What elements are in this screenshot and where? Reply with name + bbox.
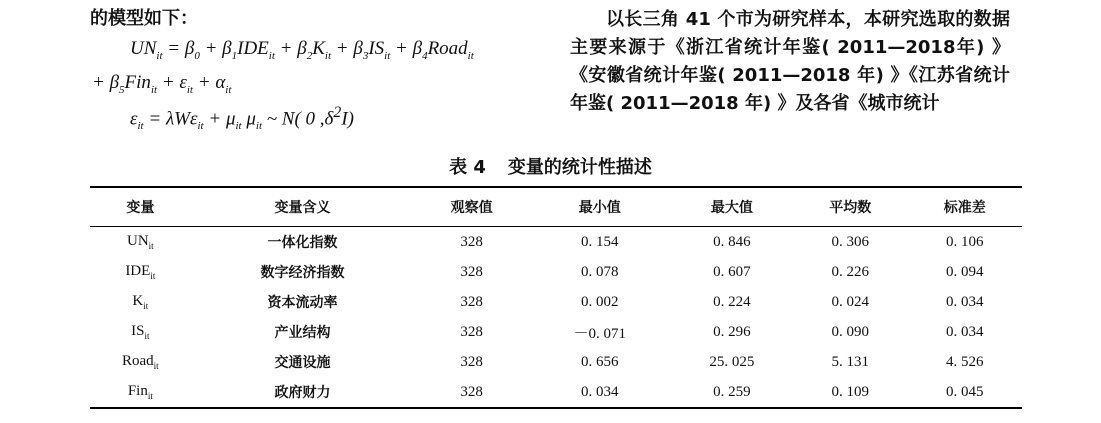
cell-observations: 328 <box>460 383 483 400</box>
cell-meaning: 政府财力 <box>274 385 331 401</box>
table-row <box>90 287 1022 317</box>
cell-meaning: 产业结构 <box>274 325 331 341</box>
cell-variable: $UN_{it}$ <box>126 233 154 251</box>
cell-max: 0. 224 <box>713 293 751 310</box>
cell-mean: 0. 306 <box>831 233 869 250</box>
table-caption-title: 变量的统计性描述 <box>507 157 652 178</box>
cell-mean: 0. 109 <box>831 383 869 400</box>
table-header-row <box>90 187 1022 227</box>
cell-max: 0. 259 <box>713 383 751 400</box>
table-row <box>90 317 1022 347</box>
cell-min: 0. 154 <box>581 233 619 250</box>
table-row <box>90 257 1022 287</box>
header-observations: 观察值 <box>450 200 493 216</box>
equation-1: $UN_{it} = \beta_0 + \beta_1IDE_{it} + \beta_2K_{it} + \beta_3IS_{it}$ + $\beta_4Road_{it}$ <box>130 38 474 62</box>
table-caption-label: 表 4 <box>449 157 486 178</box>
cell-sd: 0. 034 <box>945 293 984 310</box>
header-min: 最小值 <box>578 200 621 216</box>
cell-mean: 0. 090 <box>831 323 869 340</box>
cell-meaning: 一体化指数 <box>267 235 338 251</box>
cell-variable: $IDE_{it}$ <box>125 263 156 281</box>
cell-observations: 328 <box>460 293 483 310</box>
header-meaning: 变量含义 <box>274 200 331 216</box>
cell-sd: 0. 106 <box>945 233 984 250</box>
cell-meaning: 交通设施 <box>274 355 331 371</box>
cell-min: 0. 002 <box>581 293 619 310</box>
cell-variable: $K_{it}$ <box>132 293 149 311</box>
cell-min: －0. 071 <box>573 325 627 342</box>
cell-min: 0. 078 <box>581 263 619 280</box>
table-row <box>90 347 1022 377</box>
left-column <box>90 6 560 32</box>
cell-min: 0. 034 <box>581 383 619 400</box>
table-row <box>90 377 1022 408</box>
table-caption <box>0 153 1101 179</box>
header-mean: 平均数 <box>829 200 872 216</box>
header-sd: 标准差 <box>943 200 986 216</box>
statistics-table <box>90 186 1022 409</box>
cell-min: 0. 656 <box>581 353 619 370</box>
cell-observations: 328 <box>460 263 483 280</box>
table-row <box>90 227 1022 258</box>
cell-meaning: 资本流动率 <box>267 295 338 311</box>
equation-2: + $\beta_5Fin_{it} + \varepsilon_{it} + \alpha_{it}$ <box>92 72 232 96</box>
cell-mean: 5. 131 <box>831 353 869 370</box>
cell-observations: 328 <box>460 323 483 340</box>
cell-sd: 0. 034 <box>945 323 984 340</box>
header-max: 最大值 <box>710 200 753 216</box>
cell-max: 0. 607 <box>713 263 751 280</box>
cell-sd: 4. 526 <box>945 353 984 370</box>
cell-variable: $IS_{it}$ <box>131 323 150 341</box>
cell-variable: Road$_{it}$ <box>121 353 159 371</box>
cell-sd: 0. 045 <box>945 383 984 400</box>
header-variable: 变量 <box>126 200 155 216</box>
data-source-paragraph: 以长三角 41 个市为研究样本，本研究选取的数据主要来源于《浙江省统计年鉴( 2011—2018年) 》《安徽省统计年鉴( 2011—2018 年) 》《江苏省统计年鉴( 2011—2018 年) 》及各省《城市统计 <box>570 9 1010 114</box>
equation-3: $\varepsilon_{it} = \lambda W\varepsilon_{it} + \mu_{it}$ $\mu_{it}$ ~ N( 0 $,\delta^2I$) <box>130 104 354 133</box>
cell-sd: 0. 094 <box>945 263 984 280</box>
cell-mean: 0. 024 <box>831 293 869 310</box>
cell-observations: 328 <box>460 353 483 370</box>
model-heading: 的模型如下： <box>90 8 198 29</box>
cell-max: 0. 846 <box>713 233 751 250</box>
cell-max: 0. 296 <box>713 323 751 340</box>
right-column <box>570 6 1010 118</box>
cell-max: 25. 025 <box>709 353 755 370</box>
cell-meaning: 数字经济指数 <box>260 265 345 281</box>
cell-variable: Fin$_{it}$ <box>127 383 153 401</box>
cell-observations: 328 <box>460 233 483 250</box>
cell-mean: 0. 226 <box>831 263 869 280</box>
